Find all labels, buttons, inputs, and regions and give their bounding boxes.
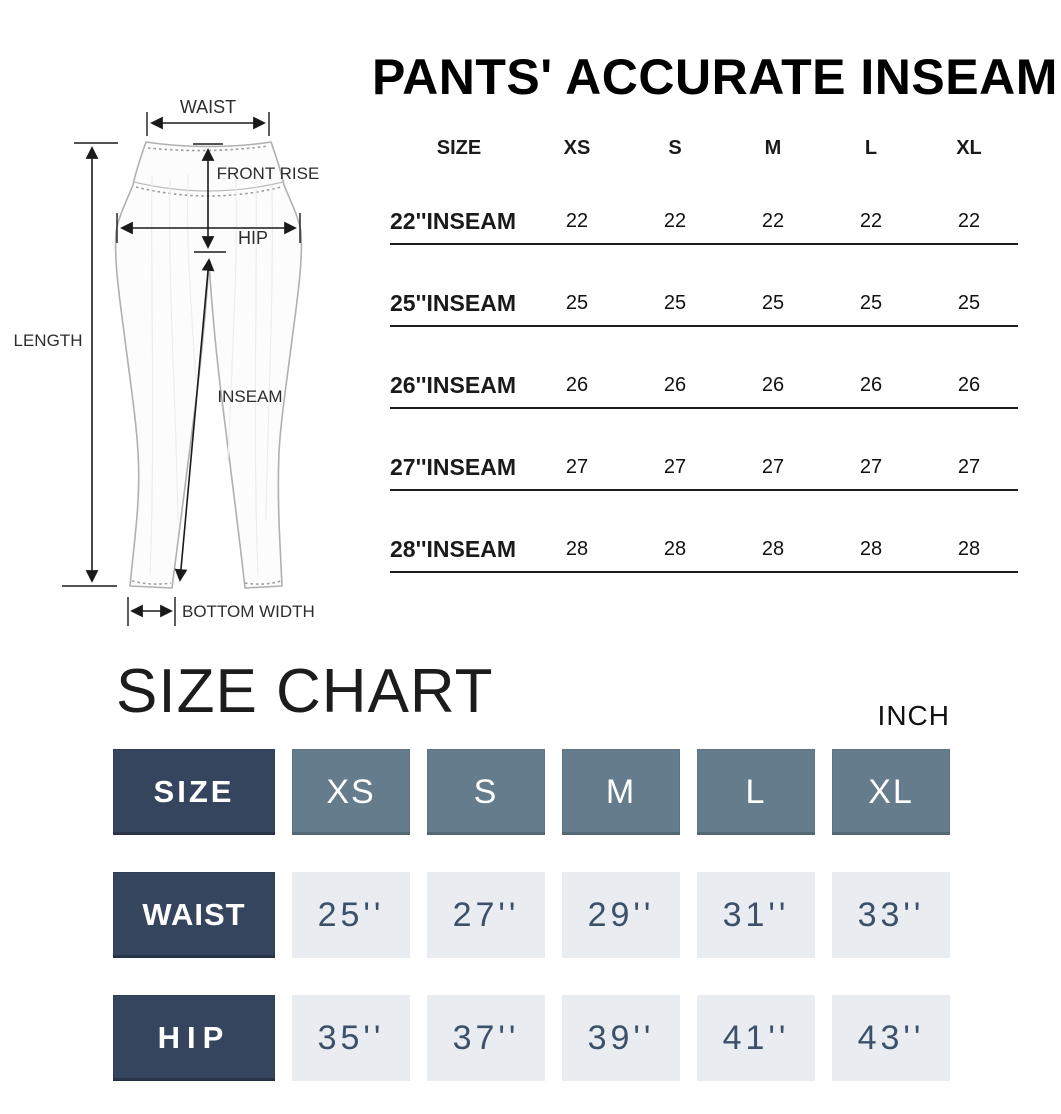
cell-value: 28 [859, 537, 883, 560]
hip-xl-value: 43'' [832, 995, 950, 1081]
pants-measurement-diagram [0, 80, 380, 640]
cell-value: 27 [859, 455, 883, 478]
size-chart-header-size: SIZE [113, 749, 275, 835]
waist-row-label: WAIST [113, 872, 275, 958]
waist-xs-value: 25'' [292, 872, 410, 958]
cell-value: 22 [957, 209, 981, 232]
inseam-row-22 [390, 199, 1018, 245]
cell-value: 22 [663, 209, 687, 232]
cell-value: 25 [957, 291, 981, 314]
cell-value: 27 [565, 455, 589, 478]
length-label: LENGTH [13, 331, 83, 350]
size-chart-header-m: M [562, 749, 680, 835]
hip-xs-value: 35'' [292, 995, 410, 1081]
cell-value: 26 [663, 373, 687, 396]
waist-s-value: 27'' [427, 872, 545, 958]
waist-xl-value: 33'' [832, 872, 950, 958]
cell-value: 26 [761, 373, 785, 396]
cell-value: 27 [761, 455, 785, 478]
row-label: 25''INSEAM [390, 289, 516, 316]
inseam-row-27 [390, 445, 1018, 491]
size-chart-header-xs: XS [292, 749, 410, 835]
inseam-header-m: M [764, 136, 782, 159]
waist-label: WAIST [179, 97, 237, 117]
cell-value: 22 [565, 209, 589, 232]
hip-l-value: 41'' [697, 995, 815, 1081]
cell-value: 28 [761, 537, 785, 560]
cell-value: 28 [565, 537, 589, 560]
inseam-row-25 [390, 281, 1018, 327]
row-label: 22''INSEAM [390, 207, 516, 234]
hip-m-value: 39'' [562, 995, 680, 1081]
front-rise-label: FRONT RISE [216, 164, 320, 183]
inseam-label: INSEAM [217, 387, 283, 406]
row-label: 27''INSEAM [390, 453, 516, 480]
cell-value: 25 [663, 291, 687, 314]
bottom-width-label: BOTTOM WIDTH [182, 602, 315, 621]
hip-row-label: HIP [113, 995, 275, 1081]
cell-value: 22 [859, 209, 883, 232]
size-chart-header-xl: XL [832, 749, 950, 835]
size-chart-title: SIZE CHART [116, 657, 494, 726]
hip-label: HIP [237, 228, 269, 248]
cell-value: 26 [859, 373, 883, 396]
size-chart-header-s: S [427, 749, 545, 835]
inseam-section-title: PANTS' ACCURATE INSEAM [372, 49, 1058, 105]
cell-value: 26 [565, 373, 589, 396]
hip-s-value: 37'' [427, 995, 545, 1081]
size-chart-table [113, 749, 950, 1081]
inseam-header-size: SIZE [436, 136, 482, 159]
row-label: 26''INSEAM [390, 371, 516, 398]
length-measure-arrow [62, 143, 118, 586]
cell-value: 27 [663, 455, 687, 478]
inseam-header-row [390, 133, 1018, 163]
inseam-header-s: S [668, 136, 682, 159]
cell-value: 22 [761, 209, 785, 232]
cell-value: 25 [761, 291, 785, 314]
inseam-row-26 [390, 363, 1018, 409]
cell-value: 25 [565, 291, 589, 314]
waist-l-value: 31'' [697, 872, 815, 958]
inseam-header-l: L [864, 136, 878, 159]
cell-value: 27 [957, 455, 981, 478]
cell-value: 28 [663, 537, 687, 560]
inseam-header-xl: XL [956, 136, 982, 159]
size-chart-header-l: L [697, 749, 815, 835]
cell-value: 26 [957, 373, 981, 396]
inseam-row-28 [390, 527, 1018, 573]
row-label: 28''INSEAM [390, 535, 516, 562]
inseam-header-xs: XS [563, 136, 591, 159]
cell-value: 25 [859, 291, 883, 314]
unit-label: INCH [877, 700, 950, 731]
bottom-width-measure-arrow [128, 597, 175, 626]
inseam-table [390, 133, 1018, 573]
cell-value: 28 [957, 537, 981, 560]
waist-m-value: 29'' [562, 872, 680, 958]
